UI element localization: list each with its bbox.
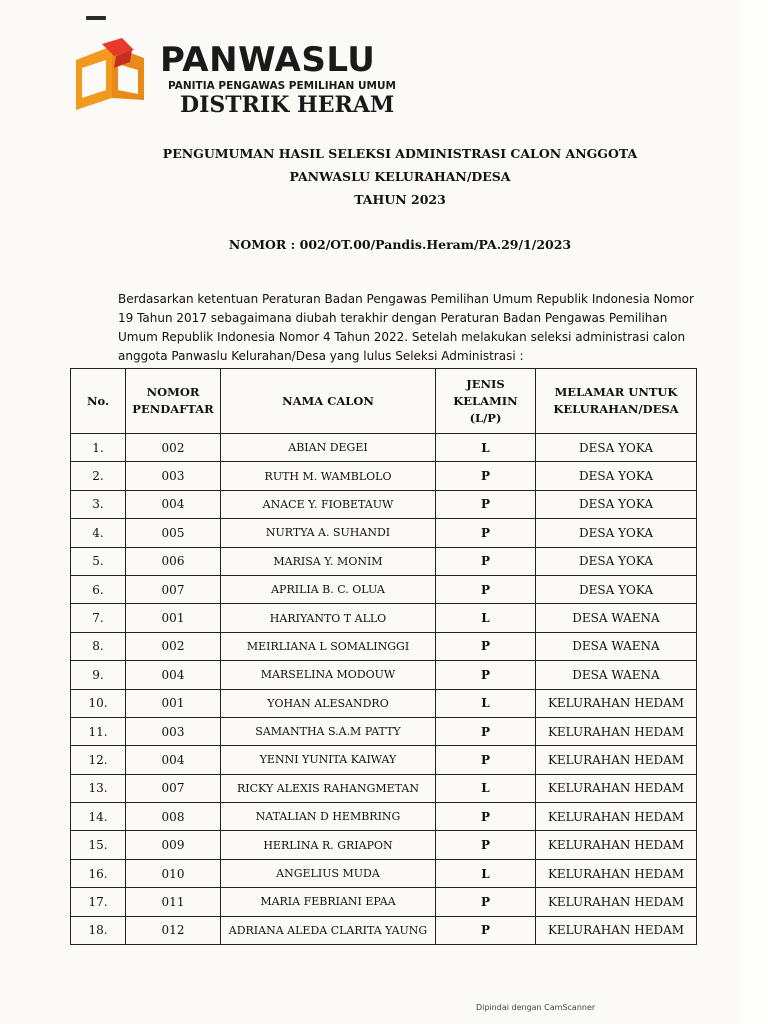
table-row bbox=[71, 803, 697, 831]
cell-nama-calon: MEIRLIANA L SOMALINGGI bbox=[221, 632, 436, 660]
cell-jenis-kelamin: P bbox=[436, 661, 536, 689]
results-table bbox=[70, 368, 697, 945]
cell-no: 2. bbox=[71, 462, 126, 490]
cell-jenis-kelamin: P bbox=[436, 462, 536, 490]
cell-nama-calon: SAMANTHA S.A.M PATTY bbox=[221, 717, 436, 745]
table-row bbox=[71, 490, 697, 518]
cell-nomor-pendaftar: 005 bbox=[126, 519, 221, 547]
cell-jenis-kelamin: P bbox=[436, 746, 536, 774]
cell-kelurahan-desa: KELURAHAN HEDAM bbox=[536, 774, 697, 802]
cell-no: 15. bbox=[71, 831, 126, 859]
cell-kelurahan-desa: DESA YOKA bbox=[536, 547, 697, 575]
cell-nomor-pendaftar: 006 bbox=[126, 547, 221, 575]
cell-kelurahan-desa: KELURAHAN HEDAM bbox=[536, 888, 697, 916]
cell-nama-calon: YOHAN ALESANDRO bbox=[221, 689, 436, 717]
cell-jenis-kelamin: P bbox=[436, 888, 536, 916]
cell-jenis-kelamin: L bbox=[436, 859, 536, 887]
announcement-title-line2: PANWASLU KELURAHAN/DESA bbox=[289, 169, 511, 184]
cell-jenis-kelamin: P bbox=[436, 490, 536, 518]
table-row bbox=[71, 916, 697, 944]
scanner-footer: Dipindai dengan CamScanner bbox=[476, 1003, 596, 1012]
cell-jenis-kelamin: P bbox=[436, 803, 536, 831]
cell-kelurahan-desa: DESA YOKA bbox=[536, 490, 697, 518]
intro-paragraph: Berdasarkan ketentuan Peraturan Badan Pengawas Pemilihan Umum Republik Indonesia Nomor 19 Tahun 2017 sebagaimana diubah terakhir dengan Peraturan Badan Pengawas Pemilihan Umum Republik Indonesia Nomor 4 Tahun 2022. Setelah melakukan seleksi administrasi calon anggota Panwaslu Kelurahan/Desa yang lulus Seleksi Administrasi : bbox=[118, 292, 694, 363]
cell-no: 12. bbox=[71, 746, 126, 774]
table-row bbox=[71, 519, 697, 547]
header-nomor-pendaftar: NOMOR PENDAFTAR bbox=[126, 369, 221, 434]
cell-nomor-pendaftar: 001 bbox=[126, 689, 221, 717]
cell-nomor-pendaftar: 002 bbox=[126, 632, 221, 660]
cell-kelurahan-desa: KELURAHAN HEDAM bbox=[536, 803, 697, 831]
cell-jenis-kelamin: P bbox=[436, 717, 536, 745]
cell-nama-calon: NATALIAN D HEMBRING bbox=[221, 803, 436, 831]
cell-nama-calon: ANGELIUS MUDA bbox=[221, 859, 436, 887]
announcement-title-line1: PENGUMUMAN HASIL SELEKSI ADMINISTRASI CALON ANGGOTA bbox=[162, 146, 638, 161]
table-row bbox=[71, 547, 697, 575]
cell-nomor-pendaftar: 004 bbox=[126, 746, 221, 774]
cell-nomor-pendaftar: 009 bbox=[126, 831, 221, 859]
cell-nama-calon: YENNI YUNITA KAIWAY bbox=[221, 746, 436, 774]
cell-nama-calon: MARISA Y. MONIM bbox=[221, 547, 436, 575]
cell-kelurahan-desa: KELURAHAN HEDAM bbox=[536, 831, 697, 859]
cell-kelurahan-desa: KELURAHAN HEDAM bbox=[536, 916, 697, 944]
cell-no: 16. bbox=[71, 859, 126, 887]
cell-jenis-kelamin: P bbox=[436, 547, 536, 575]
header-jenis-kelamin: JENIS KELAMIN (L/P) bbox=[436, 369, 536, 434]
announcement-year: TAHUN 2023 bbox=[354, 192, 446, 207]
cell-jenis-kelamin: P bbox=[436, 831, 536, 859]
cell-no: 9. bbox=[71, 661, 126, 689]
header-melamar-untuk: MELAMAR UNTUK KELURAHAN/DESA bbox=[536, 369, 697, 434]
cell-no: 14. bbox=[71, 803, 126, 831]
cell-no: 10. bbox=[71, 689, 126, 717]
cell-kelurahan-desa: DESA WAENA bbox=[536, 661, 697, 689]
cell-nama-calon: MARSELINA MODOUW bbox=[221, 661, 436, 689]
header-no: No. bbox=[71, 369, 126, 434]
table-row bbox=[71, 661, 697, 689]
cell-nomor-pendaftar: 004 bbox=[126, 661, 221, 689]
cell-nama-calon: ADRIANA ALEDA CLARITA YAUNG bbox=[221, 916, 436, 944]
logo-district: DISTRIK HERAM bbox=[180, 92, 395, 118]
cell-nama-calon: HARIYANTO T ALLO bbox=[221, 604, 436, 632]
cell-no: 11. bbox=[71, 717, 126, 745]
table-row bbox=[71, 746, 697, 774]
table-row bbox=[71, 689, 697, 717]
logo-title: PANWASLU bbox=[160, 40, 376, 80]
cell-jenis-kelamin: P bbox=[436, 519, 536, 547]
table-row bbox=[71, 717, 697, 745]
table-row bbox=[71, 462, 697, 490]
header-nama-calon: NAMA CALON bbox=[221, 369, 436, 434]
cell-no: 5. bbox=[71, 547, 126, 575]
cell-jenis-kelamin: P bbox=[436, 916, 536, 944]
cell-kelurahan-desa: DESA YOKA bbox=[536, 575, 697, 603]
cell-nomor-pendaftar: 004 bbox=[126, 490, 221, 518]
document-number: NOMOR : 002/OT.00/Pandis.Heram/PA.29/1/2023 bbox=[228, 237, 572, 252]
cell-no: 18. bbox=[71, 916, 126, 944]
cell-nomor-pendaftar: 001 bbox=[126, 604, 221, 632]
table-row bbox=[71, 888, 697, 916]
logo-subtitle: PANITIA PENGAWAS PEMILIHAN UMUM bbox=[168, 80, 396, 92]
table-row bbox=[71, 575, 697, 603]
cell-nomor-pendaftar: 007 bbox=[126, 575, 221, 603]
table-row bbox=[71, 434, 697, 462]
cell-no: 1. bbox=[71, 434, 126, 462]
cell-nama-calon: MARIA FEBRIANI EPAA bbox=[221, 888, 436, 916]
cell-jenis-kelamin: L bbox=[436, 604, 536, 632]
table-row bbox=[71, 774, 697, 802]
cell-nama-calon: APRILIA B. C. OLUA bbox=[221, 575, 436, 603]
cell-kelurahan-desa: KELURAHAN HEDAM bbox=[536, 717, 697, 745]
cell-jenis-kelamin: L bbox=[436, 774, 536, 802]
cell-nomor-pendaftar: 008 bbox=[126, 803, 221, 831]
ballot-box-icon bbox=[72, 38, 162, 118]
cell-kelurahan-desa: DESA YOKA bbox=[536, 519, 697, 547]
cell-kelurahan-desa: KELURAHAN HEDAM bbox=[536, 689, 697, 717]
cell-no: 3. bbox=[71, 490, 126, 518]
cell-nomor-pendaftar: 003 bbox=[126, 717, 221, 745]
cell-kelurahan-desa: DESA WAENA bbox=[536, 604, 697, 632]
cell-nomor-pendaftar: 007 bbox=[126, 774, 221, 802]
table-row bbox=[71, 831, 697, 859]
table-row bbox=[71, 632, 697, 660]
cell-jenis-kelamin: L bbox=[436, 689, 536, 717]
scan-mark bbox=[86, 16, 106, 20]
cell-nomor-pendaftar: 010 bbox=[126, 859, 221, 887]
cell-no: 13. bbox=[71, 774, 126, 802]
table-row bbox=[71, 859, 697, 887]
cell-kelurahan-desa: KELURAHAN HEDAM bbox=[536, 859, 697, 887]
cell-kelurahan-desa: DESA WAENA bbox=[536, 632, 697, 660]
cell-kelurahan-desa: DESA YOKA bbox=[536, 434, 697, 462]
cell-no: 7. bbox=[71, 604, 126, 632]
cell-nama-calon: HERLINA R. GRIAPON bbox=[221, 831, 436, 859]
cell-kelurahan-desa: KELURAHAN HEDAM bbox=[536, 746, 697, 774]
cell-nama-calon: ANACE Y. FIOBETAUW bbox=[221, 490, 436, 518]
cell-nomor-pendaftar: 012 bbox=[126, 916, 221, 944]
table-row bbox=[71, 604, 697, 632]
cell-jenis-kelamin: P bbox=[436, 575, 536, 603]
cell-nama-calon: RUTH M. WAMBLOLO bbox=[221, 462, 436, 490]
cell-no: 6. bbox=[71, 575, 126, 603]
cell-nomor-pendaftar: 003 bbox=[126, 462, 221, 490]
cell-nama-calon: RICKY ALEXIS RAHANGMETAN bbox=[221, 774, 436, 802]
table-header-row bbox=[71, 369, 697, 434]
cell-nama-calon: NURTYA A. SUHANDI bbox=[221, 519, 436, 547]
cell-nama-calon: ABIAN DEGEI bbox=[221, 434, 436, 462]
cell-no: 8. bbox=[71, 632, 126, 660]
cell-jenis-kelamin: L bbox=[436, 434, 536, 462]
cell-no: 17. bbox=[71, 888, 126, 916]
cell-jenis-kelamin: P bbox=[436, 632, 536, 660]
cell-no: 4. bbox=[71, 519, 126, 547]
cell-nomor-pendaftar: 011 bbox=[126, 888, 221, 916]
cell-kelurahan-desa: DESA YOKA bbox=[536, 462, 697, 490]
cell-nomor-pendaftar: 002 bbox=[126, 434, 221, 462]
